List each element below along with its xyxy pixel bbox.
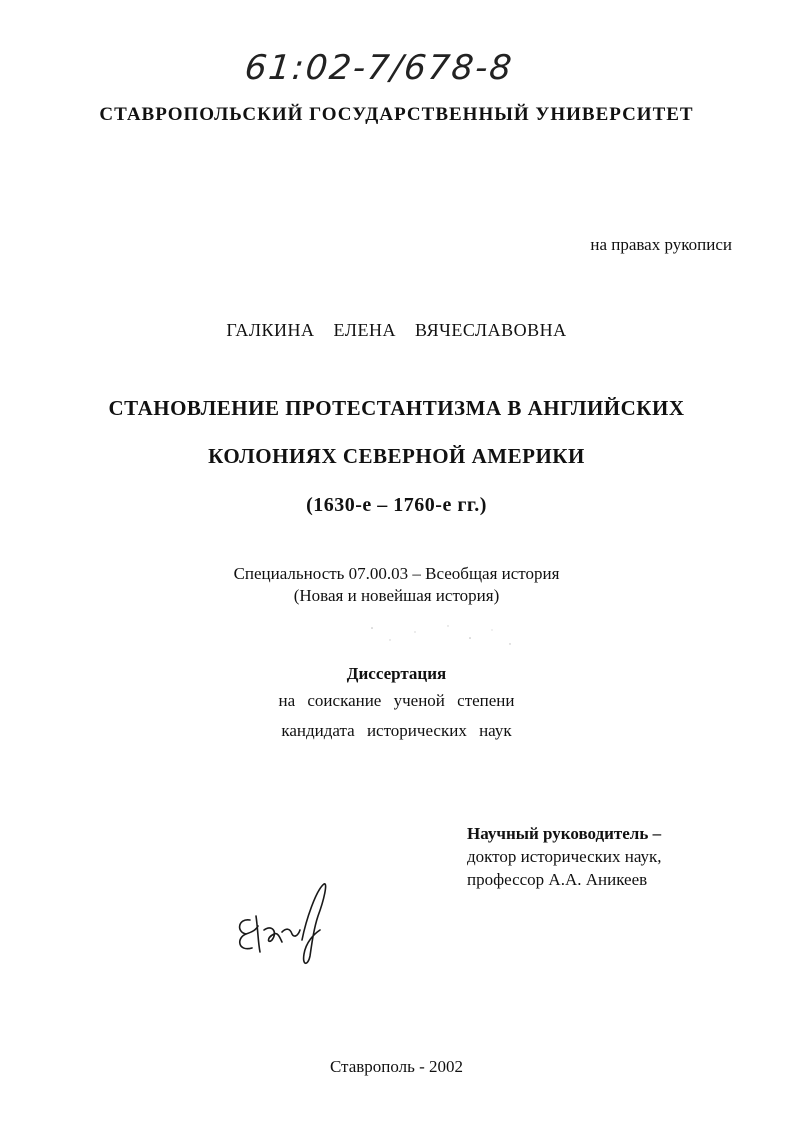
supervisor-block (467, 822, 662, 891)
title-period: (1630-е – 1760-е гг.) (306, 494, 487, 516)
manuscript-rights-note: на правах рукописи (590, 235, 732, 254)
specialty-line: Специальность 07.00.03 – Всеобщая история (233, 564, 560, 583)
author-name: ГАЛКИНА ЕЛЕНА ВЯЧЕСЛАВОВНА (226, 320, 567, 340)
handwritten-catalog-number: 61:02-7/678-8 (242, 48, 516, 88)
specialty-subtitle: (Новая и новейшая история) (293, 586, 500, 605)
author-signature-icon (228, 880, 348, 970)
university-name: СТАВРОПОЛЬСКИЙ ГОСУДАРСТВЕННЫЙ УНИВЕРСИТЕТ (99, 104, 694, 125)
dissertation-heading: Диссертация (346, 664, 447, 683)
dissertation-purpose-line-2: кандидата исторических наук (281, 721, 512, 740)
scan-specks (360, 618, 520, 658)
title-line-1: СТАНОВЛЕНИЕ ПРОТЕСТАНТИЗМА В АНГЛИЙСКИХ (108, 396, 685, 420)
supervisor-degree: доктор исторических наук, (467, 847, 662, 866)
supervisor-name: профессор А.А. Аникеев (467, 870, 648, 889)
title-line-2: КОЛОНИЯХ СЕВЕРНОЙ АМЕРИКИ (208, 444, 585, 468)
supervisor-label: Научный руководитель – (467, 824, 662, 843)
dissertation-purpose-line-1: на соискание ученой степени (278, 691, 515, 710)
city-year: Ставрополь - 2002 (329, 1057, 464, 1076)
